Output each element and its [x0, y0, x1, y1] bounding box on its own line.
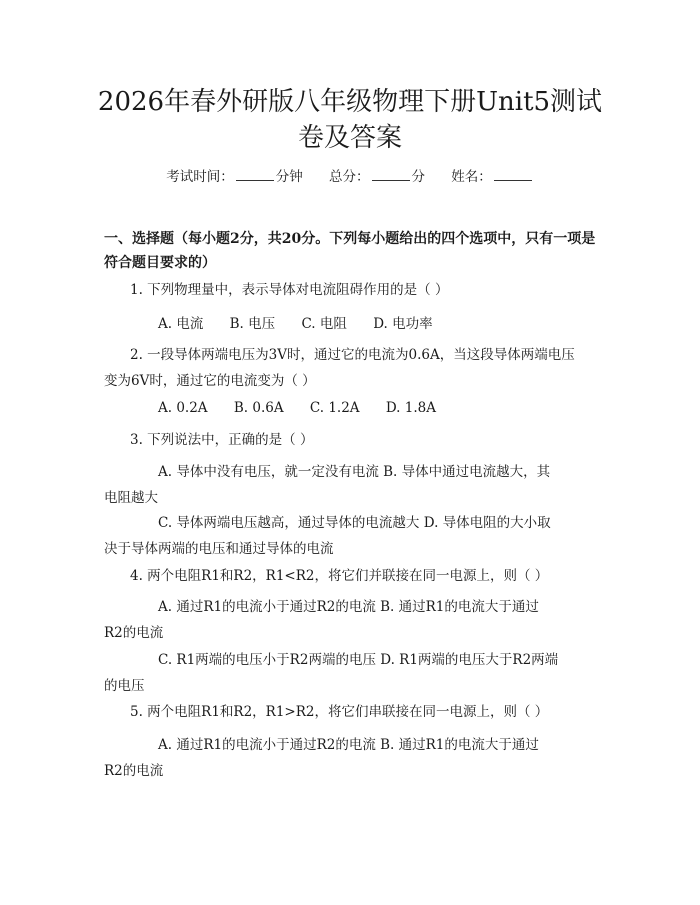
question-2-text-line-2: 变为6V时，通过它的电流变为（ ） — [104, 373, 316, 389]
question-4-options-cd-line-1: C. R1两端的电压小于R2两端的电压 D. R1两端的电压大于R2两端 — [158, 652, 559, 668]
question-3-options-cd — [104, 510, 596, 562]
question-2-stem — [104, 342, 596, 394]
exam-score — [329, 169, 425, 185]
document-title — [80, 84, 620, 156]
question-5-text: 5. 两个电阻R1和R2，R1>R2，将它们串联接在同一电源上，则（ ） — [130, 704, 549, 720]
question-2-option-d: D. 1.8A — [385, 400, 436, 416]
question-1-text: 1. 下列物理量中，表示导体对电流阻碍作用的是（ ） — [130, 282, 449, 298]
question-4-options-ab-line-1: A. 通过R1的电流小于通过R2的电流 B. 通过R1的电流大于通过 — [158, 599, 539, 615]
question-4-stem — [104, 563, 596, 589]
question-1-option-b: B. 电压 — [229, 316, 276, 332]
question-3-text: 3. 下列说法中，正确的是（ ） — [130, 432, 314, 448]
question-2-option-a: A. 0.2A — [158, 400, 208, 416]
exam-name-blank — [494, 166, 532, 181]
exam-meta — [0, 166, 700, 187]
question-5-options-ab-line-1: A. 通过R1的电流小于通过R2的电流 B. 通过R1的电流大于通过 — [158, 737, 539, 753]
question-4-options-ab — [104, 594, 596, 646]
exam-time-label: 考试时间： — [166, 169, 234, 185]
question-5-options-ab — [104, 732, 596, 784]
question-4-options-cd-line-2: 的电压 — [104, 678, 145, 694]
question-2-option-b: B. 0.6A — [233, 400, 284, 416]
question-4-options-ab-line-2: R2的电流 — [104, 625, 164, 641]
exam-time-blank — [236, 166, 274, 181]
question-2-option-c: C. 1.2A — [309, 400, 360, 416]
question-3-stem — [104, 427, 596, 453]
question-3-options-ab-line-2: 电阻越大 — [104, 490, 158, 506]
question-2-options — [158, 395, 598, 421]
exam-time-unit: 分钟 — [275, 169, 303, 185]
question-3-options-ab — [104, 459, 596, 511]
question-1-option-a: A. 电流 — [158, 316, 204, 332]
section-1-heading-line-1: 一、选择题（每小题2分，共20分。下列每小题给出的四个选项中，只有一项是 — [104, 231, 596, 247]
question-4-text: 4. 两个电阻R1和R2，R1<R2，将它们并联接在同一电源上，则（ ） — [130, 568, 549, 584]
question-1-option-c: C. 电阻 — [301, 316, 347, 332]
exam-score-unit: 分 — [411, 169, 425, 185]
exam-time — [166, 169, 303, 185]
exam-name — [451, 169, 534, 185]
exam-score-label: 总分： — [329, 169, 370, 185]
question-3-options-ab-line-1: A. 导体中没有电压，就一定没有电流 B. 导体中通过电流越大，其 — [158, 464, 551, 480]
section-1-heading-line-2: 符合题目要求的） — [104, 255, 216, 271]
question-4-options-cd — [104, 647, 596, 699]
question-1-option-d: D. 电功率 — [373, 316, 433, 332]
title-line-1: 2026年春外研版八年级物理下册Unit5测试 — [97, 87, 603, 117]
question-1-stem — [104, 277, 596, 303]
question-3-options-cd-line-1: C. 导体两端电压越高，通过导体的电流越大 D. 导体电阻的大小取 — [158, 515, 551, 531]
question-1-options — [158, 311, 598, 337]
section-1-heading — [104, 227, 604, 275]
title-line-2: 卷及答案 — [297, 123, 402, 153]
exam-score-blank — [372, 166, 410, 181]
question-5-stem — [104, 699, 596, 725]
question-3-options-cd-line-2: 决于导体两端的电压和通过导体的电流 — [104, 541, 334, 557]
question-2-text-line-1: 2. 一段导体两端电压为3V时，通过它的电流为0.6A，当这段导体两端电压 — [130, 347, 575, 363]
exam-name-label: 姓名： — [451, 169, 492, 185]
question-5-options-ab-line-2: R2的电流 — [104, 763, 164, 779]
